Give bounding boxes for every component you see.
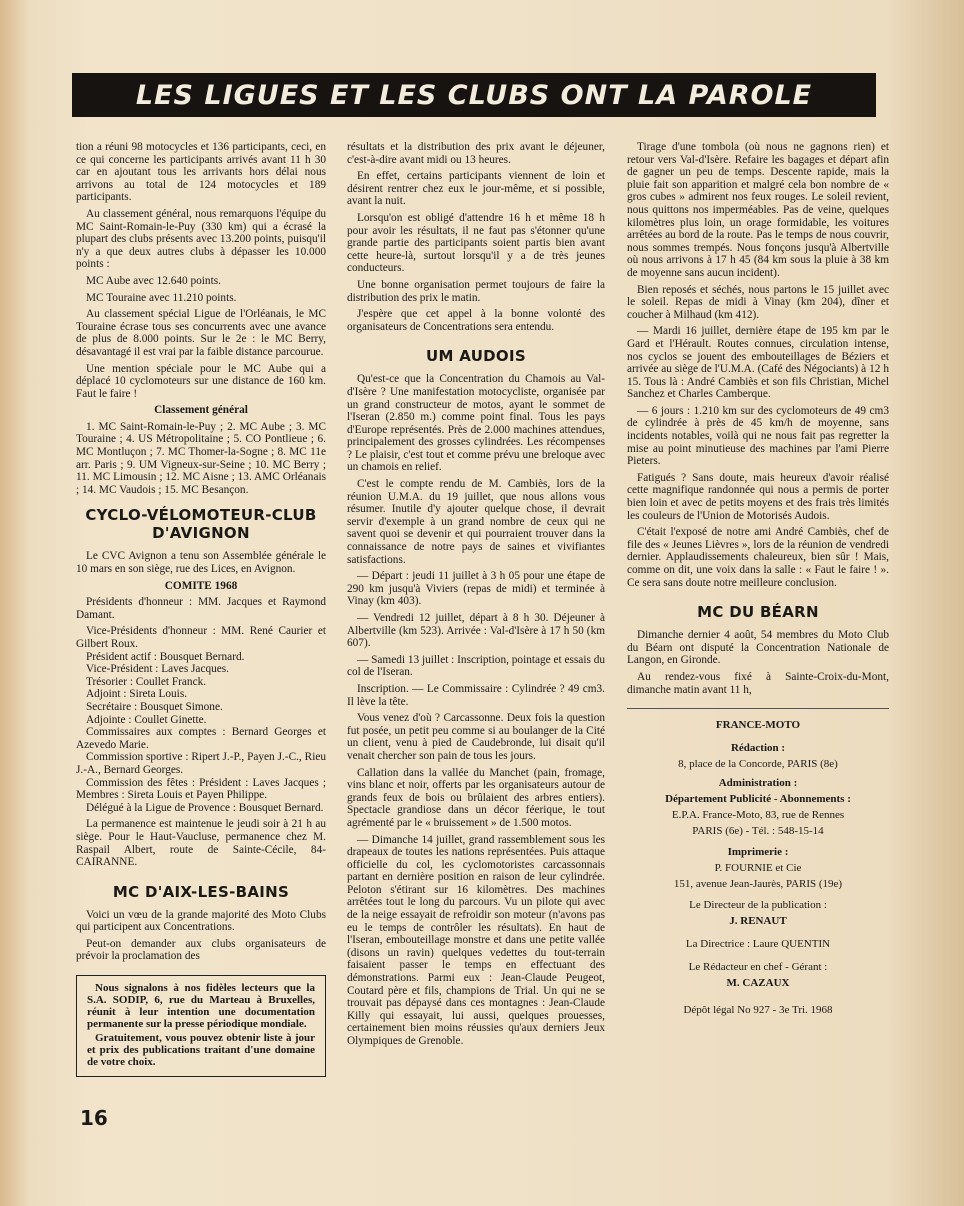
masthead-value: P. FOURNIE et Cie [714, 862, 802, 875]
paragraph: — Samedi 13 juillet : Inscription, pointage et essais du col de l'Iseran. [347, 653, 605, 679]
section-heading-aix-les-bains: MC D'AIX-LES-BAINS [112, 882, 290, 901]
paragraph: Une bonne organisation permet toujours de faire la distribution des prix le matin. [347, 278, 605, 304]
paragraph: La permanence est maintenue le jeudi soir à 21 h au siège. Pour le Haut-Vaucluse, permanence chez M. Raspail Albert, route de Sainte-Cécile, 84-CAIRANNE. [76, 818, 326, 869]
page-number: 16 [80, 1106, 108, 1130]
paragraph: Qu'est-ce que la Concentration du Chamois au Val-d'Isère ? Une manifestation motocycliste, organisée par un grand constructeur de motos, ayant le sommet de l'Iseran (2.850 m.) comme point final. Tous les pays d'Europe représentés. Près de 2.000 machines attendues, principalement des grosses cylindrées. Les récompenses ? Le plaisir, c'est tout et comme prévu une breloque avec un chamois en relief. [347, 373, 605, 474]
paragraph: MC Touraine avec 11.210 points. [86, 291, 237, 304]
notice-box-sodip [76, 975, 326, 1077]
paragraph: Fatigués ? Sans doute, mais heureux d'avoir réalisé cette magnifique randonnée qui nous a permis de porter bien loin et avec de petits moyens et des frais très limités les couleurs de l'Union de Motorisés Audois. [627, 471, 889, 522]
banner-title: LES LIGUES ET LES CLUBS ONT LA PAROLE [135, 79, 813, 111]
comite-line: Adjointe : Coullet Ginette. [86, 713, 207, 726]
notice-text: Gratuitement, vous pouvez obtenir liste à jour et prix des publications traitant d'une domaine de votre choix. [87, 1032, 315, 1069]
paragraph: Tirage d'une tombola (où nous ne gagnons rien) et retour vers Val-d'Isère. Refaire les bagages et départ afin de gagner un peu de temps. Descente rapide, mais la pluie fait son apparition et malgré cela bon nombre de « gros cubes » admirent nos feux rouges. Le soleil revient, nous quittons nos imperméables. Pas de veine, quelques kilomètres plus loin, un orage formidable, les voitures arrêtées au bord de la route. Pas le temps de nous couvrir, nous sommes trempés. Nous fonçons jusqu'à Albertville où nous arrivons à 17 h 45 (84 km sous la pluie à 38 km de moyenne sans aucun incident). [627, 141, 889, 279]
section-heading-cvc-avignon: CYCLO-VÉLOMOTEUR-CLUB D'AVIGNON [85, 506, 317, 543]
classement-list: 1. MC Saint-Romain-le-Puy ; 2. MC Aube ; 3. MC Touraine ; 4. US Métropolitaine ; 5. CO Pontlieue ; 6. MC Montluçon ; 7. MC Thomer-la-Sogne ; 8. MC 11e arr. Paris ; 9. UM Vigneux-sur-Seine ; 10. MC Berry ; 11. MC Limousin ; 12. MC Aisne ; 13. AMC Orléanais ; 14. MC Vaudois ; 15. MC Besançon. [76, 420, 326, 496]
masthead-label: Rédaction : [730, 742, 786, 755]
comite-line: Président actif : Bousquet Bernard. [86, 650, 245, 663]
masthead-title: FRANCE-MOTO [715, 719, 801, 732]
masthead-value: E.P.A. France-Moto, 83, rue de Rennes [671, 809, 845, 822]
paragraph: Au classement général, nous remarquons l'équipe du MC Saint-Romain-le-Puy (330 km) qui a écrasé la plupart des clubs présents avec 13.200 points, puisqu'il n'y a que deux autres clubs à dépasser les 10.000 points : [76, 207, 326, 271]
masthead-depot: Dépôt légal No 927 - 3e Tri. 1968 [683, 1004, 833, 1017]
paragraph: Peut-on demander aux clubs organisateurs de prévoir la proclamation des [76, 937, 326, 963]
masthead-value: Département Publicité - Abonnements : [665, 793, 851, 806]
masthead-label: Le Rédacteur en chef - Gérant : [688, 961, 828, 974]
paragraph: Vous venez d'où ? Carcassonne. Deux fois la question fut posée, un petit peu comme si au boulanger de la Cité un client, venu à pied de Caudebronde, lui disait qu'il venait chercher son pain de tous les jours. [347, 712, 605, 762]
paragraph: En effet, certains participants viennent de loin et désirent rentrer chez eux le jour-même, et si possible, avant la nuit. [347, 170, 605, 208]
column-1 [76, 141, 326, 1077]
paragraph: Bien reposés et séchés, nous partons le 15 juillet avec le soleil. Repas de midi à Vinay (km 204), dîner et coucher à Milhaud (km 412). [627, 283, 889, 321]
paragraph: tion a réuni 98 motocycles et 136 participants, ceci, en ce qui concerne les participants arrivés avant 11 h 30 car en ajoutant tous les arrivants hors délai nous arrivons au total de 124 motocycles et 189 participants. [76, 141, 326, 204]
masthead [627, 719, 889, 1017]
paragraph: — Mardi 16 juillet, dernière étape de 195 km par le Gard et l'Hérault. Routes connues, circulation intense, nos cyclos se jouent des embouteillages de Béziers et arrivée au siège de l'U.M.A. (Café des Négociants) à 12 h 15. Tous là : André Cambiès et son fils Christian, Michel Sanchez et Charles Camberque. [627, 325, 889, 401]
paragraph: Lorsqu'on est obligé d'attendre 16 h et même 18 h pour avoir les résultats, il ne faut pas s'étonner qu'une grande partie des participants soient partis bien avant cette heure-là, surtout lorsqu'il y a de très jeunes conducteurs. [347, 211, 605, 275]
paragraph: Inscription. — Le Commissaire : Cylindrée ? 49 cm3. Il lève la tête. [347, 682, 605, 708]
masthead-label: Administration : [718, 777, 798, 790]
paragraph: C'est le compte rendu de M. Cambiès, lors de la réunion U.M.A. du 19 juillet, que nous allons vous résumer. Inutile d'y ajouter quelque chose, il devrait servir d'exemple à un grand nombre de ceux qui ne savent quoi se devenir et qui pourraient trouver dans la connaissance de notre pays de saines et vivifiantes satisfactions. [347, 478, 605, 566]
paragraph: — 6 jours : 1.210 km sur des cyclomoteurs de 49 cm3 de cylindrée à près de 45 km/h de moyenne, sans incidents notables, voilà qui ne nous fait pas regretter la mise au point minutieuse des machines par l'ami Pierre Pieters. [627, 404, 889, 468]
masthead-value: 8, place de la Concorde, PARIS (8e) [678, 758, 838, 771]
notice-text: Nous signalons à nos fidèles lecteurs que la S.A. SODIP, 6, rue du Marteau à Bruxelles, réunit à leur intention une documentation permanente sur la presse périodique mondiale. [87, 982, 315, 1031]
masthead-value: J. RENAUT [729, 915, 787, 928]
comite-line: Adjoint : Sireta Louis. [86, 688, 188, 701]
masthead-label: Imprimerie : [727, 846, 789, 859]
paragraph: Au classement spécial Ligue de l'Orléanais, le MC Touraine écrase tous ses concurrents avec une avance de plus de 8.000 points. Sur le 2e : le MC Berry, désavantagé il est vrai par la faible distance parcourue. [76, 308, 326, 358]
comite-line: Trésorier : Coullet Franck. [86, 675, 207, 688]
column-2 [347, 141, 605, 1052]
paragraph: Au rendez-vous fixé à Sainte-Croix-du-Mont, dimanche matin avant 11 h, [627, 670, 889, 696]
paragraph: Le CVC Avignon a tenu son Assemblée générale le 10 mars en son siège, rue des Lices, en Avignon. [76, 550, 326, 576]
paragraph: MC Aube avec 12.640 points. [86, 274, 221, 287]
paragraph: — Départ : jeudi 11 juillet à 3 h 05 pour une étape de 290 km jusqu'à Viviers (repas de midi) et terminée à Vinay (km 403). [347, 570, 605, 608]
comite-line: Secrétaire : Bousquet Simone. [86, 700, 223, 713]
comite-line: Vice-Présidents d'honneur : MM. René Caurier et Gilbert Roux. [76, 625, 326, 650]
classement-heading: Classement général [154, 404, 248, 417]
comite-line: Délégué à la Ligue de Provence : Bousquet Bernard. [86, 801, 324, 814]
paragraph: Callation dans la vallée du Manchet (pain, fromage, vins blanc et noir, offerts par les organisateurs autour de grands feux de bois ou brûlaient des arbres entiers). Spectacle grandiose dans un décor féerique, le tout agrémenté par le « bruissement » de 1.500 motos. [347, 766, 605, 829]
paragraph: — Vendredi 12 juillet, départ à 8 h 30. Déjeuner à Albertville (km 523). Arrivée : Val-d'Isère à 17 h 50 (km 607). [347, 612, 605, 650]
masthead-label: Le Directeur de la publication : [689, 899, 827, 912]
comite-line: Présidents d'honneur : MM. Jacques et Raymond Damant. [76, 596, 326, 621]
comite-line: Commission des fêtes : Président : Laves Jacques ; Membres : Sireta Louis et Payen Philippe. [76, 776, 326, 802]
masthead-value: La Directrice : Laure QUENTIN [685, 938, 831, 951]
masthead-value: M. CAZAUX [726, 977, 790, 990]
paragraph: Dimanche dernier 4 août, 54 membres du Moto Club du Béarn ont disputé la Concentration Nationale de Langon, en Gironde. [627, 629, 889, 667]
paragraph: C'était l'exposé de notre ami André Cambiès, chef de file des « Jeunes Lièvres », lors de la réunion de vendredi dernier. Applaudissements chaleureux, bien sûr ! Mais, comme on dit, une voix dans la salle : « Faut le faire ! ». Ce sera sans doute notre meilleure conclusion. [627, 526, 889, 589]
paragraph: résultats et la distribution des prix avant le déjeuner, c'est-à-dire avant midi ou 13 heures. [347, 141, 605, 166]
column-3 [627, 141, 889, 1020]
section-heading-mc-du-bearn: MC DU BÉARN [697, 603, 819, 622]
comite-heading: COMITE 1968 [164, 579, 238, 592]
section-heading-um-audois: UM AUDOIS [426, 347, 526, 366]
comite-line: Commission sportive : Ripert J.-P., Payen J.-C., Rieu J.-A., Bernard Georges. [76, 751, 326, 776]
divider [627, 708, 889, 709]
masthead-value: 151, avenue Jean-Jaurès, PARIS (19e) [673, 878, 843, 891]
comite-line: Commissaires aux comptes : Bernard Georges et Azevedo Marie. [76, 726, 326, 751]
paragraph: Voici un vœu de la grande majorité des Moto Clubs qui participent aux Concentrations. [76, 908, 326, 934]
comite-line: Vice-Président : Laves Jacques. [86, 663, 229, 676]
paragraph: J'espère que cet appel à la bonne volonté des organisateurs de Concentrations sera entendu. [347, 308, 605, 333]
paragraph: Une mention spéciale pour le MC Aube qui a déplacé 10 cyclomoteurs sur une distance de 160 km. Faut le faire ! [76, 362, 326, 400]
masthead-value: PARIS (6e) - Tél. : 548-15-14 [692, 825, 824, 838]
section-banner [72, 73, 876, 117]
paragraph: — Dimanche 14 juillet, grand rassemblement sous les drapeaux de toutes les nations représentées. Puis attaque officielle du col, les cyclomotoristes carcassonnais partant en dernière position en raison de leur cylindrée. Peloton s'étirant sur 16 kilomètres. Des machines arrêtées tout le long du parcours. Vu un pilote qui avec de la neige essayait de refroidir son moteur (n'avons pas eu le temps de contrôler les résultats). En haut de l'Iseran, embouteillage monstre et dans une petite vallée (disons un ravin) quelques vedettes du tout-terrain faisaient passer le temps en effectuant des démonstrations. Parmi eux : Jean-Claude Peugeot, Coutard père et fils, champions de Trial. Un qui ne se trouvait pas dépaysé dans ces montagnes : Jean-Claude Killy qui essayait, lui aussi, quelques prouesses, certainement bien moins réussies qu'aux derniers Jeux Olympiques de Grenoble. [347, 833, 605, 1047]
